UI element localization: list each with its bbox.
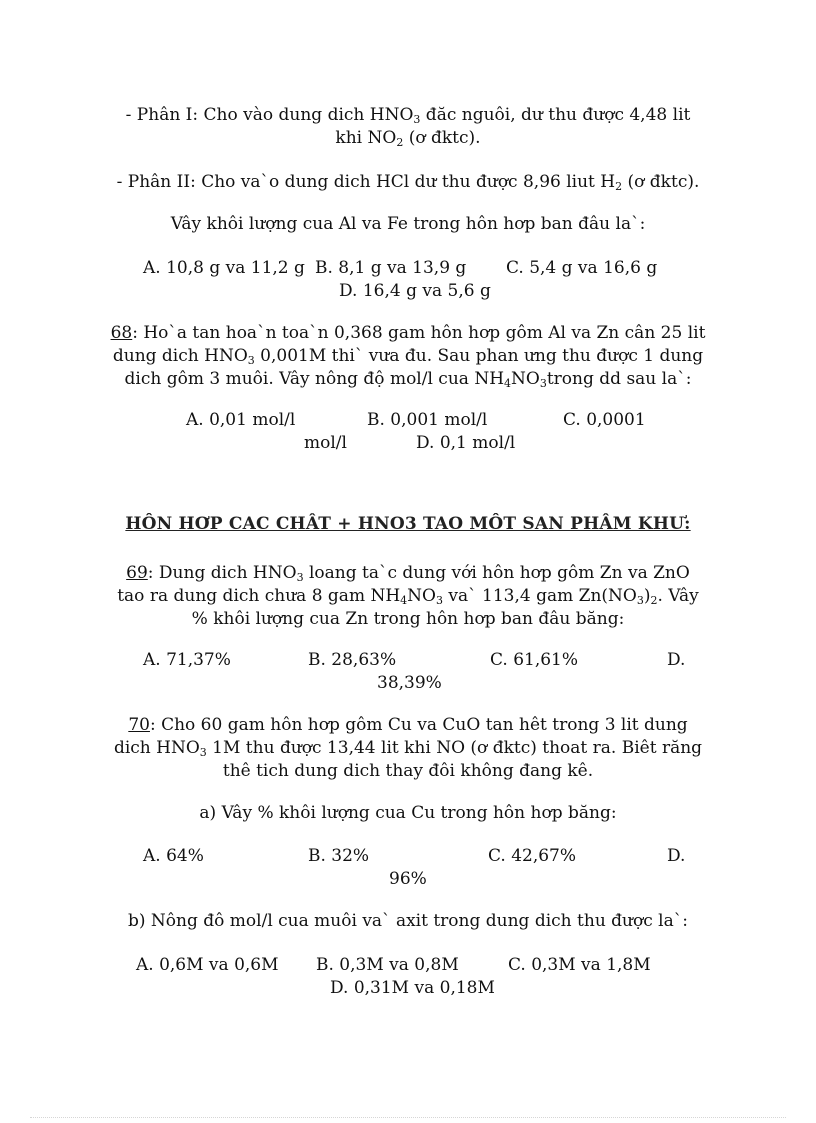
part1-paragraph (110, 104, 706, 150)
part1-text-e: (ơ đktc). (403, 128, 481, 148)
q68-text-e: NO (511, 369, 540, 389)
q68-option-c-unit: mol/l (304, 433, 347, 453)
q69-text-a: : Dung dich HNO (147, 563, 297, 583)
q70b-option-b: B. 0,3M va 0,8M (316, 955, 459, 975)
subscript: 4 (400, 594, 408, 607)
q68-paragraph (110, 322, 706, 391)
subscript: 3 (413, 113, 421, 126)
q68-text-a: : Ho`a tan hoa`n toa`n 0,368 gam hôn hơp gôm Al va Zn cân 25 lit dung dich HNO (112, 323, 706, 366)
part2-paragraph (110, 171, 706, 194)
q70b-question: b) Nông đô mol/l cua muôi va` axit trong dung dich thu được la`: (128, 911, 688, 931)
q68-text-c: 0,001M thi` vưa đu. Sau phan ưng thu được 1 dung dich gôm 3 muôi. Vây nông độ mol/l cua NH (124, 346, 704, 389)
q70a-option-c: C. 42,67% (488, 846, 577, 866)
q69-option-d-value: 38,39% (377, 673, 442, 693)
subscript: 4 (504, 377, 512, 390)
q70a-option-d-value: 96% (389, 869, 427, 889)
question-number: 68 (110, 323, 133, 343)
subscript: 3 (435, 594, 443, 607)
q69-option-c: C. 61,61% (490, 650, 579, 670)
q67-option-d: D. 16,4 g va 5,6 g (339, 281, 491, 301)
q68-option-d: D. 0,1 mol/l (416, 433, 516, 453)
q68-option-c: C. 0,0001 (563, 410, 646, 430)
page-bottom-border (30, 1117, 786, 1118)
q70a-question: a) Vây % khôi lượng cua Cu trong hôn hơp băng: (199, 803, 617, 823)
q70a-option-a: A. 64% (143, 846, 204, 866)
q69-text-g: va` 113,4 gam Zn(NO (442, 586, 637, 606)
q69-option-b: B. 28,63% (308, 650, 397, 670)
q70-text-c: 1M thu được 13,44 lit khi NO (ơ đktc) thoat ra. Biêt răng thê tich dung dich thay đôi không đang kê. (206, 738, 703, 781)
subscript: 2 (615, 180, 623, 193)
subscript: 3 (636, 594, 644, 607)
q67-option-a: A. 10,8 g va 11,2 g (143, 258, 305, 278)
q67-question: Vây khôi lượng cua Al va Fe trong hôn hơp ban đâu la`: (170, 214, 646, 234)
q67-option-b: B. 8,1 g va 13,9 g (315, 258, 467, 278)
part1-text-c: đăc nguôi, dư thu được 4,48 lit khi NO (335, 105, 691, 148)
q70b-option-c: C. 0,3M va 1,8M (508, 955, 651, 975)
q70b-option-d: D. 0,31M va 0,18M (330, 978, 495, 998)
q70b-option-a: A. 0,6M va 0,6M (136, 955, 279, 975)
part2-text-a: - Phân II: Cho va`o dung dich HCl dư thu được 8,96 liut H (116, 172, 616, 192)
subscript: 3 (296, 571, 304, 584)
subscript: 3 (247, 354, 255, 367)
q70a-option-b: B. 32% (308, 846, 370, 866)
q69-option-a: A. 71,37% (143, 650, 231, 670)
question-number: 70 (128, 715, 150, 735)
q69-text-c: loang ta`c dung với hôn hơp gôm Zn va ZnO tao ra dung dich chưa 8 gam NH (117, 563, 690, 606)
subscript: 2 (650, 594, 658, 607)
q67-option-c: C. 5,4 g va 16,6 g (506, 258, 658, 278)
part1-text-a: - Phân I: Cho vào dung dich HNO (125, 105, 414, 125)
q69-option-d: D. (667, 650, 686, 670)
q69-text-i: ) (643, 586, 651, 606)
q70-paragraph (110, 714, 706, 783)
q70a-option-d: D. (667, 846, 686, 866)
q68-text-g: trong dd sau la`: (546, 369, 692, 389)
q69-text-e: NO (407, 586, 436, 606)
q68-option-b: B. 0,001 mol/l (367, 410, 488, 430)
part2-text-c: (ơ đktc). (622, 172, 700, 192)
subscript: 3 (199, 746, 207, 759)
q69-text-k: . Vây % khôi lượng cua Zn trong hôn hơp ban đâu băng: (191, 586, 699, 629)
q70-text-a: : Cho 60 gam hôn hơp gôm Cu va CuO tan hêt trong 3 lit dung dich HNO (113, 715, 688, 758)
question-number: 69 (126, 563, 148, 583)
subscript: 2 (396, 136, 404, 149)
section-heading: HÔN HƠP CAC CHÂT + HNO3 TAO MÔT SAN PHÂM KHƯ: (125, 514, 691, 534)
subscript: 3 (539, 377, 547, 390)
q69-paragraph (110, 562, 706, 631)
q68-option-a: A. 0,01 mol/l (186, 410, 296, 430)
